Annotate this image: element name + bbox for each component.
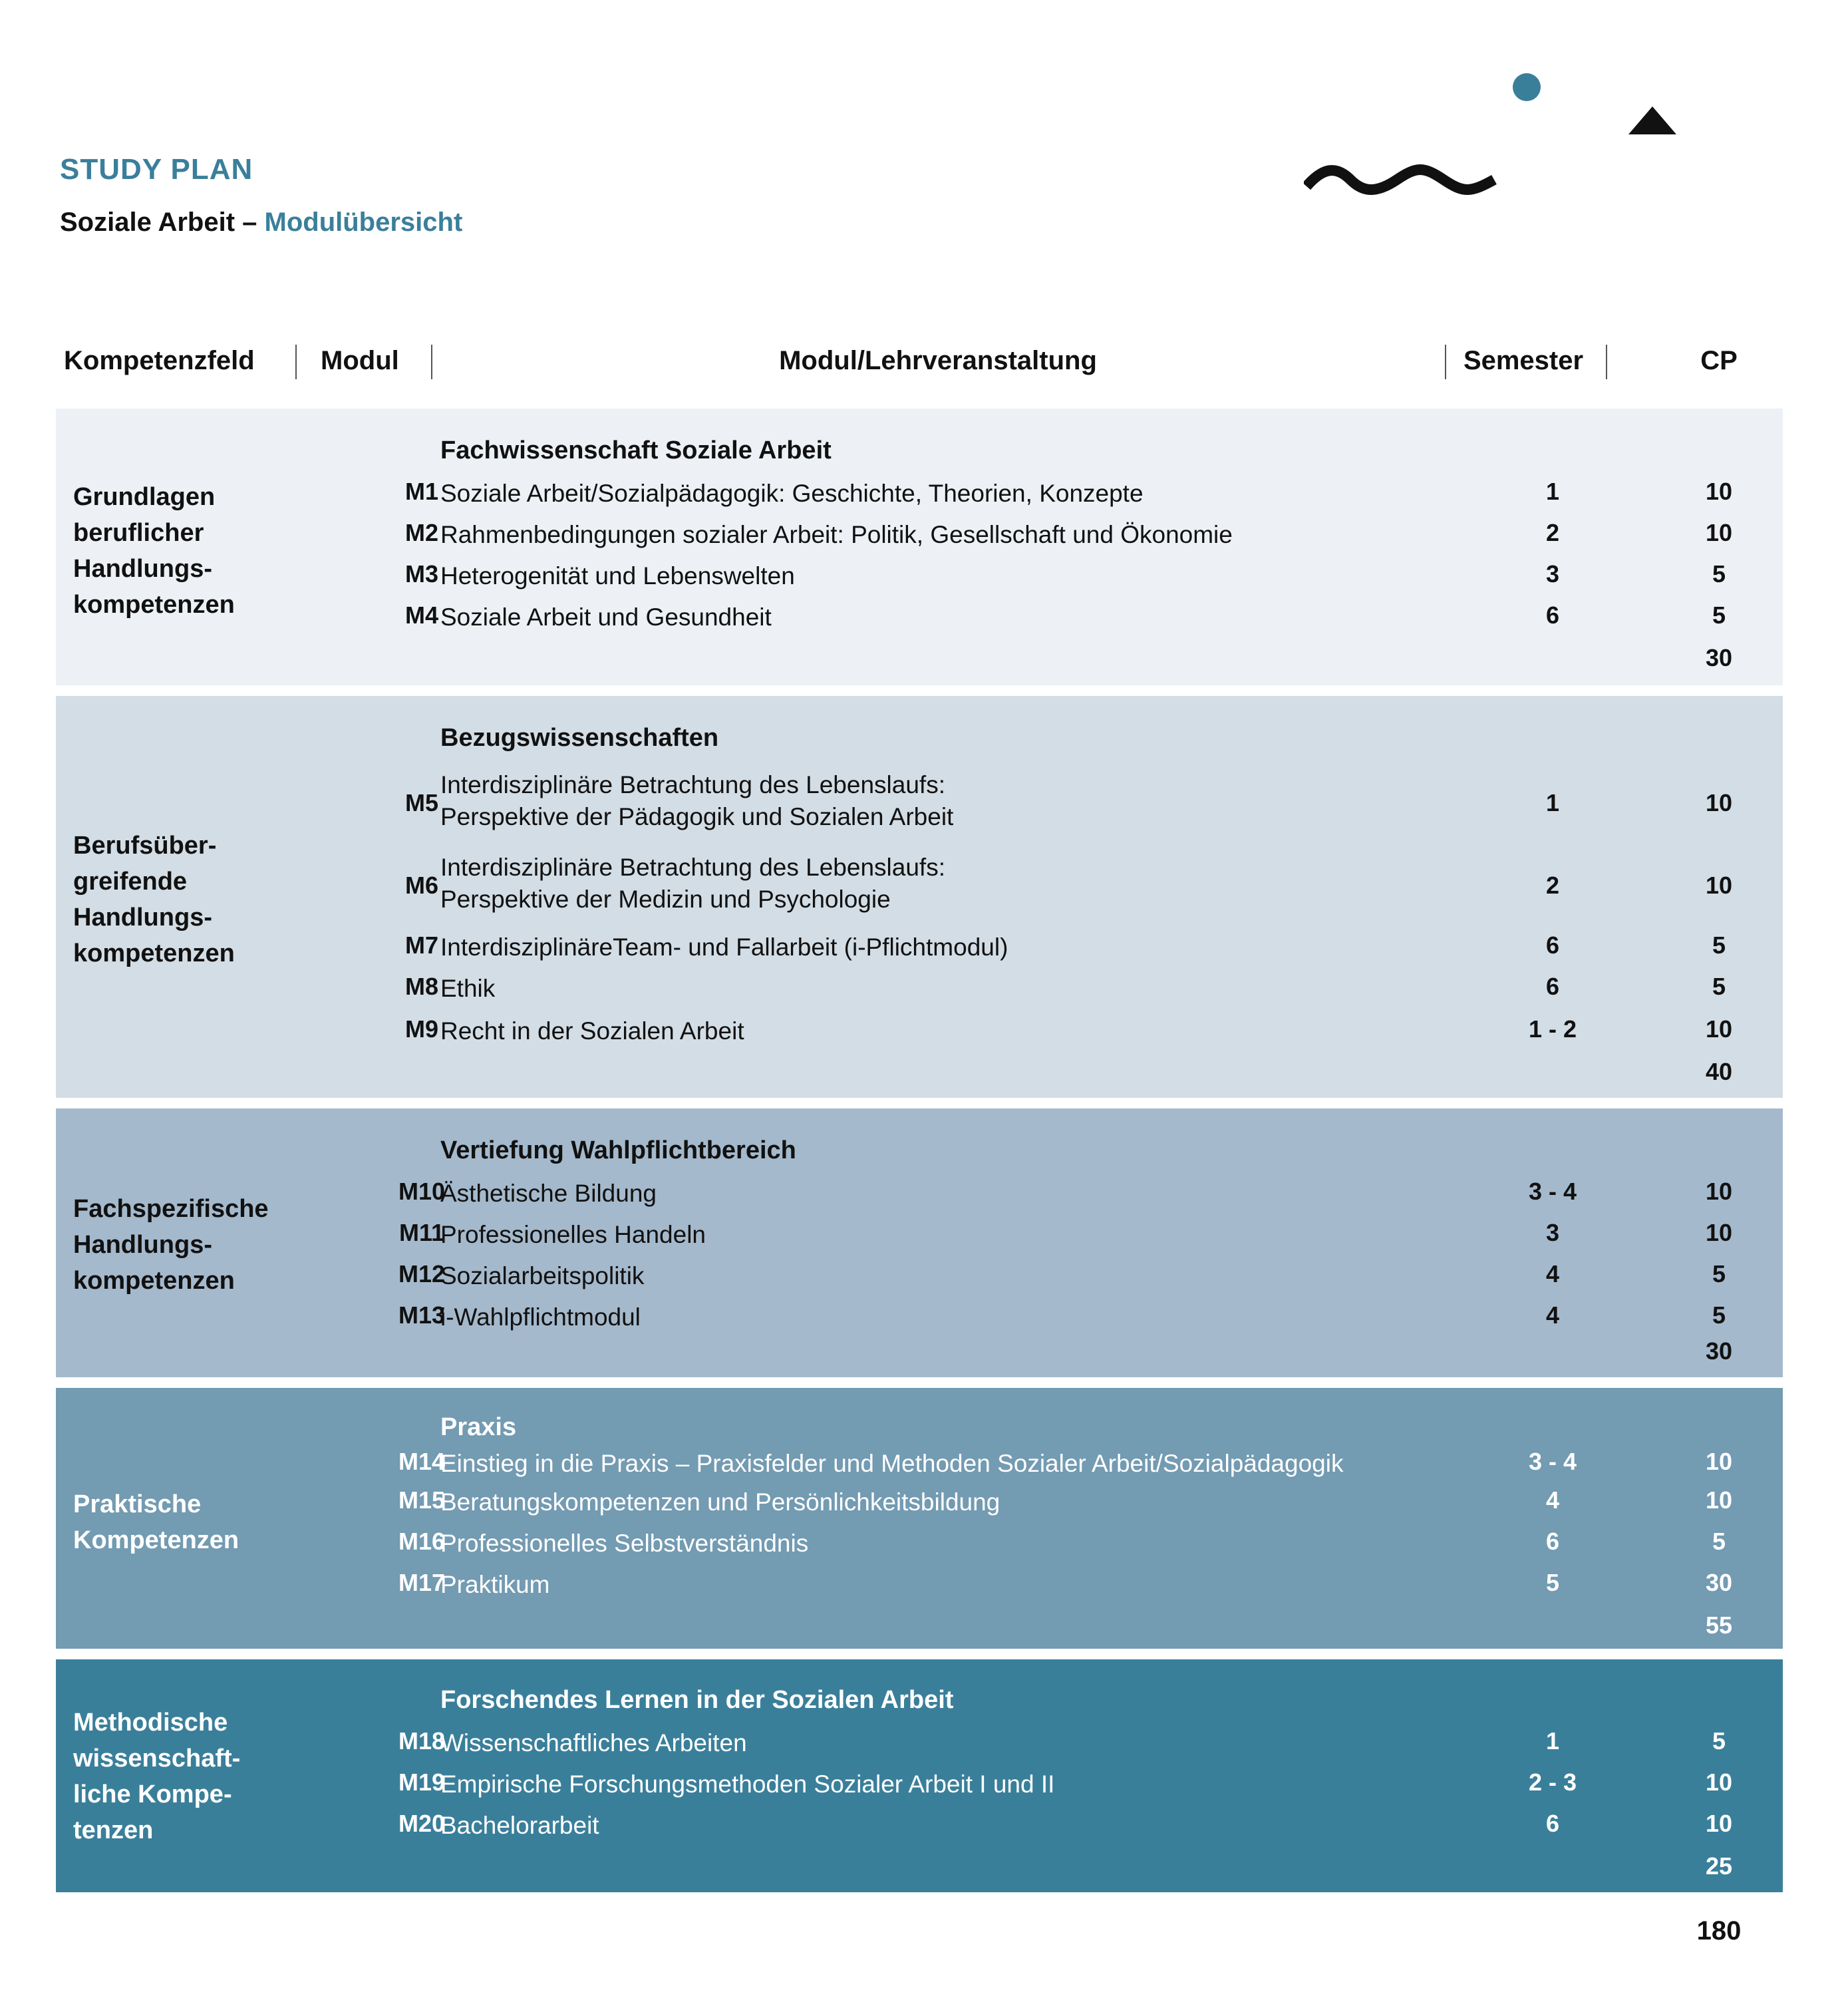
module-title: InterdisziplinäreTeam- und Fallarbeit (i-Pflichtmodul) [440,933,1008,961]
module-cp: 5 [1712,1260,1726,1287]
competence-field: Fachspezifische Handlungs- kompetenzen [73,1195,269,1295]
column-header-semester: Semester [1463,346,1584,375]
module-semester: 1 - 2 [1528,1015,1577,1043]
module-semester: 6 [1545,1528,1560,1555]
module-code: M2 [404,519,438,546]
module-code: M1 [404,478,438,505]
module-title: Rahmenbedingungen sozialer Arbeit: Politik, Gesellschaft und Ökonomie [440,521,1233,548]
module-title: Einstieg in die Praxis – Praxisfelder und Methoden Sozialer Arbeit/Sozialpädagogik [440,1450,1344,1477]
module-semester: 1 [1545,1727,1560,1755]
competence-field: Praktische Kompetenzen [73,1490,239,1554]
header-divider [431,345,432,379]
module-group-title: Fachwissenschaft Soziale Arbeit [440,436,832,464]
band-total-cp: 30 [1705,1337,1733,1365]
module-group-title: Forschendes Lernen in der Sozialen Arbeit [440,1686,954,1714]
module-cp: 5 [1712,1301,1726,1329]
module-semester: 2 [1545,519,1560,546]
module-title: Soziale Arbeit/Sozialpädagogik: Geschichte, Theorien, Konzepte [440,480,1144,507]
column-header-module: Modul [321,346,399,375]
module-group-title: Vertiefung Wahlpflichtbereich [440,1136,796,1164]
module-cp: 10 [1705,1810,1733,1837]
module-semester: 4 [1545,1486,1560,1514]
module-semester: 1 [1545,789,1560,816]
module-semester: 2 - 3 [1528,1768,1577,1796]
module-title: Interdisziplinäre Betrachtung des Lebenslaufs: Perspektive der Medizin und Psychologie [440,854,945,913]
subtitle-accent: Modulübersicht [264,208,463,237]
module-title: Heterogenität und Lebenswelten [440,562,795,589]
module-semester: 5 [1545,1569,1560,1596]
module-cp: 10 [1705,1178,1733,1205]
module-semester: 4 [1545,1301,1560,1329]
module-code: M17 [398,1569,446,1596]
band-total-cp: 55 [1705,1611,1733,1639]
module-band [56,409,1783,685]
column-header-course: Modul/Lehrveranstaltung [779,346,1097,375]
module-cp: 10 [1705,872,1733,899]
module-code: M7 [404,931,438,959]
module-title: Wissenschaftliches Arbeiten [440,1729,747,1757]
module-code: M9 [404,1015,438,1043]
module-cp: 10 [1705,1219,1733,1246]
module-code: M3 [404,560,438,588]
module-cp: 5 [1712,931,1726,959]
module-code: M12 [398,1260,446,1287]
module-semester: 3 [1545,560,1560,588]
module-cp: 5 [1712,973,1726,1000]
module-code: M11 [398,1219,445,1246]
module-band [56,1659,1783,1892]
wave-icon [1304,160,1497,200]
module-code: M18 [398,1727,446,1755]
module-semester: 1 [1545,478,1560,505]
module-cp: 10 [1705,1448,1733,1475]
module-code: M8 [404,973,438,1000]
module-semester: 3 - 4 [1528,1448,1577,1475]
module-code: M15 [398,1486,446,1514]
competence-field: Methodische wissenschaft- liche Kompe- tenzen [73,1709,241,1844]
module-title: Soziale Arbeit und Gesundheit [440,603,772,631]
module-title: Sozialarbeitspolitik [440,1262,645,1289]
module-title: Recht in der Sozialen Arbeit [440,1017,744,1045]
module-semester: 6 [1545,931,1560,959]
column-header-field: Kompetenzfeld [64,346,255,375]
module-semester: 4 [1545,1260,1560,1287]
module-code: M16 [398,1528,446,1555]
module-band [56,1108,1783,1377]
module-title: Ethik [440,975,496,1002]
competence-field: Berufsüber- greifende Handlungs- kompetenzen [73,832,235,967]
module-code: M5 [404,789,438,816]
module-code: M14 [398,1448,446,1475]
grand-total-cp: 180 [1696,1916,1742,1945]
module-title: Professionelles Selbstverständnis [440,1530,809,1557]
module-cp: 10 [1705,789,1733,816]
column-header-cp: CP [1700,346,1738,375]
module-title: Beratungskompetenzen und Persönlichkeitsbildung [440,1488,1000,1516]
module-code: M13 [398,1301,446,1329]
subtitle-main: Soziale Arbeit – [60,208,257,237]
triangle-icon [1628,106,1676,134]
module-cp: 10 [1705,478,1733,505]
band-total-cp: 25 [1705,1852,1733,1880]
module-cp: 5 [1712,601,1726,629]
module-semester: 6 [1545,973,1560,1000]
module-semester: 6 [1545,1810,1560,1837]
module-code: M20 [398,1810,446,1837]
module-cp: 5 [1712,1727,1726,1755]
competence-field: Grundlagen beruflicher Handlungs- kompetenzen [73,483,235,619]
module-cp: 30 [1705,1569,1733,1596]
module-title: Empirische Forschungsmethoden Sozialer Arbeit I und II [440,1770,1055,1798]
module-semester: 3 [1545,1219,1560,1246]
module-band [56,1388,1783,1649]
module-cp: 5 [1712,560,1726,588]
module-cp: 10 [1705,519,1733,546]
band-total-cp: 30 [1705,644,1733,671]
module-title: Bachelorarbeit [440,1812,599,1839]
module-title: Professionelles Handeln [440,1221,706,1248]
module-code: M6 [404,872,438,899]
module-code: M19 [398,1768,446,1796]
module-semester: 2 [1545,872,1560,899]
page-subtitle [60,208,462,238]
module-cp: 10 [1705,1015,1733,1043]
module-cp: 5 [1712,1528,1726,1555]
module-title: Interdisziplinäre Betrachtung des Lebenslaufs: Perspektive der Pädagogik und Sozialen Arbeit [440,771,954,830]
header-divider [1606,345,1607,379]
module-cp: 10 [1705,1486,1733,1514]
module-semester: 6 [1545,601,1560,629]
header-divider [1445,345,1446,379]
header-divider [295,345,297,379]
module-title: i-Wahlpflichtmodul [440,1303,641,1331]
module-group-title: Bezugswissenschaften [440,724,719,752]
band-total-cp: 40 [1705,1058,1733,1085]
module-band [56,696,1783,1098]
module-cp: 10 [1705,1768,1733,1796]
module-title: Ästhetische Bildung [440,1180,657,1207]
module-semester: 3 - 4 [1528,1178,1577,1205]
module-code: M10 [398,1178,446,1205]
dot-icon [1513,73,1541,101]
module-title: Praktikum [440,1571,550,1598]
eyebrow-label: STUDY PLAN [60,153,253,186]
module-code: M4 [404,601,438,629]
module-group-title: Praxis [440,1413,517,1441]
